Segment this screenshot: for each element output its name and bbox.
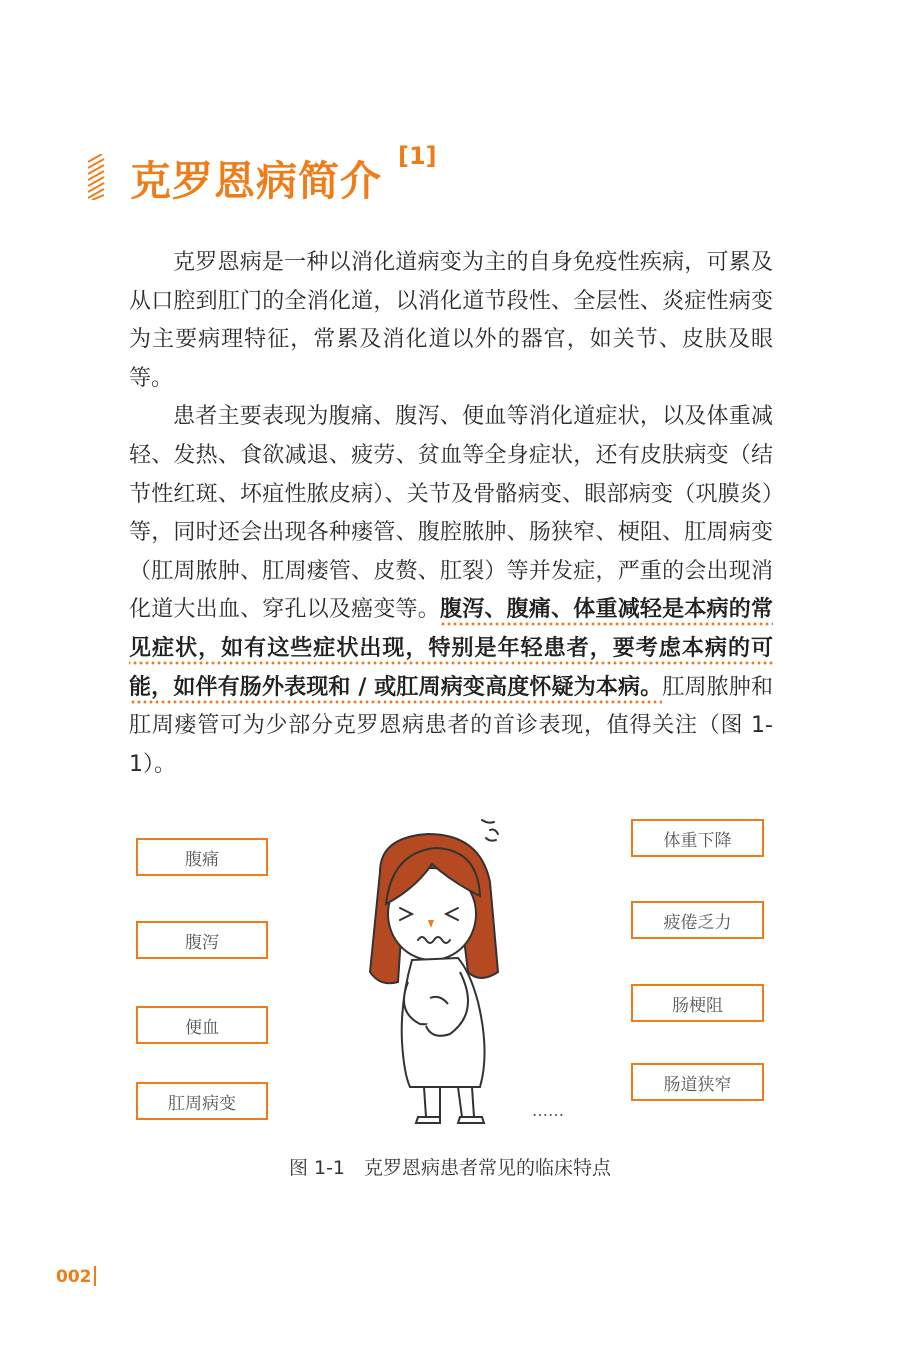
paragraph-2: [129, 398, 773, 784]
paragraph-2-tail: 肛周脓肿和肛周瘘管可为少部分克罗恩病患者的首诊表现，值得关注（图 1-1）。: [129, 674, 773, 777]
paragraph-2-text: 患者主要表现为腹痛、腹泻、便血等消化道症状，以及体重减轻、发热、食欲减退、疲劳、贫血等全身症状，还有皮肤病变（结节性红斑、坏疽性脓皮病）、关节及骨骼病变、眼部病变（巩膜炎）等，同时还会出现各种瘘管、腹腔脓肿、肠狭窄、梗阻、肛周病变（肛周脓肿、肛周瘘管、皮赘、肛裂）等并发症，严重的会出现消化道大出血、穿孔以及癌变等。: [129, 404, 773, 623]
symptom-box-stricture: 肠道狭窄: [631, 1063, 764, 1101]
page-title: 克罗恩病简介: [130, 157, 382, 205]
paragraph-1: 克罗恩病是一种以消化道病变为主的自身免疫性疾病，可累及从口腔到肛门的全消化道，以消化道节段性、全层性、炎症性病变为主要病理特征，常累及消化道以外的器官，如关节、皮肤及眼等。: [129, 250, 773, 391]
title-reference: [1]: [398, 142, 437, 170]
symptom-box-weight-loss: 体重下降: [631, 819, 764, 857]
highlighted-text: 腹泻、腹痛、体重减轻是本病的常见症状，如有这些症状出现，特别是年轻患者，要考虑本病的可能，如伴有肠外表现和 / 或肛周病变高度怀疑为本病。: [129, 597, 773, 703]
figure-ellipsis: ……: [532, 1101, 564, 1120]
symptom-box-abdominal-pain: 腹痛: [136, 838, 268, 876]
figure-caption: 图 1-1 克罗恩病患者常见的临床特点: [288, 1157, 612, 1179]
distress-mark-icon: [482, 820, 498, 841]
symptom-box-fatigue: 疲倦乏力: [631, 901, 764, 939]
symptom-box-obstruction: 肠梗阻: [631, 984, 764, 1022]
symptom-box-diarrhea: 腹泻: [136, 921, 268, 959]
sick-girl-illustration: [340, 812, 590, 1132]
body-text: [129, 244, 773, 784]
page-number: 002: [56, 1267, 92, 1287]
symptom-box-perianal-lesion: 肛周病变: [136, 1082, 268, 1120]
page-number-divider: [94, 1266, 96, 1286]
hatch-decoration-icon: [88, 154, 106, 200]
symptom-box-bloody-stool: 便血: [136, 1006, 268, 1044]
